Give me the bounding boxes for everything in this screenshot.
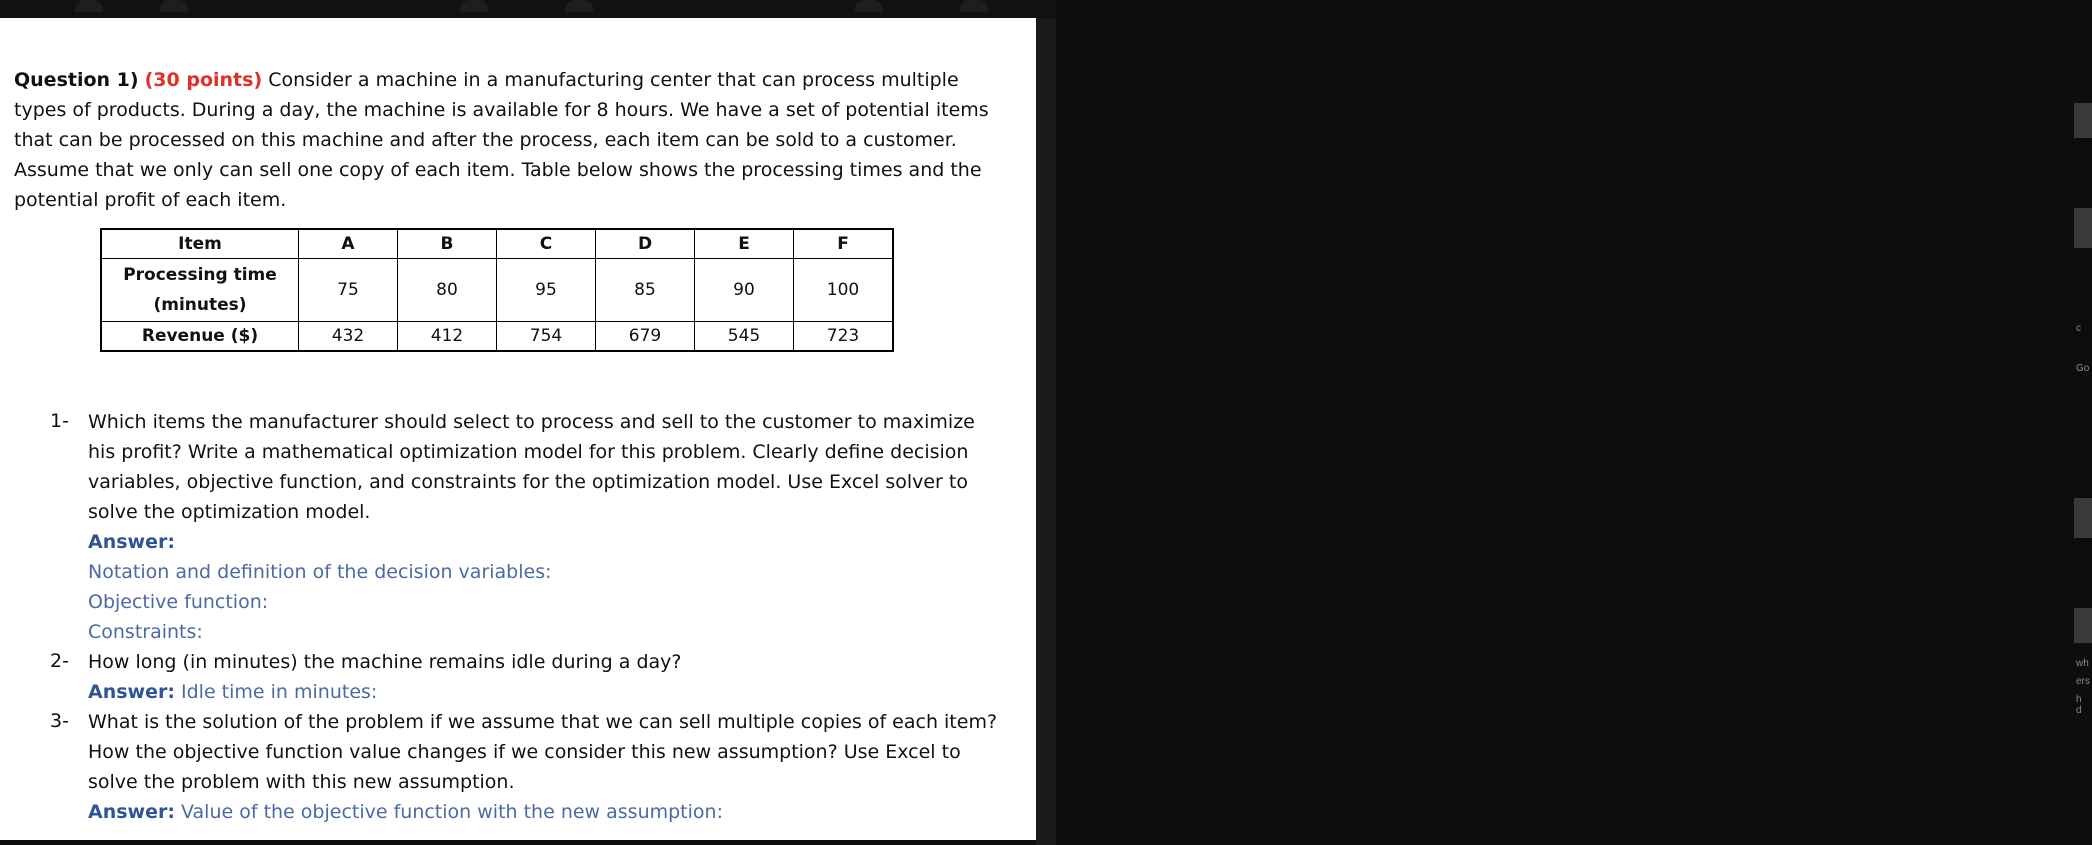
items-table [100, 228, 894, 352]
background-edge-bar [2074, 608, 2092, 643]
item-header-cell: Item [101, 229, 299, 259]
question-intro-text: Consider a machine in a manufacturing center that can process multiple types of products. During a day, the machine is available for 8 hours. We have a set of potential items that can be processed on this machine and after the process, each item can be sold to a customer. Assume that we only can sell one copy of each item. Table below shows the processing times and the potential profit of each item. [14, 69, 989, 211]
background-tab-shape [855, 0, 883, 12]
background-edge-text: h d [2076, 694, 2082, 716]
answer-line: Objective function: [88, 591, 269, 613]
item-name-cell: C [497, 229, 596, 259]
processing-time-row [101, 259, 893, 322]
background-edge-text: ers [2076, 676, 2090, 687]
answer-line: Notation and definition of the decision variables: [88, 561, 552, 583]
document-page [0, 18, 1036, 840]
question-number: 1- [50, 410, 69, 432]
background-window-edge [1036, 18, 2090, 845]
answer-line [88, 677, 377, 707]
answer-text: Value of the objective function with the new assumption: [181, 801, 723, 823]
question-intro [14, 65, 1014, 215]
revenue-cell: 679 [596, 322, 695, 352]
question-number: 2- [50, 650, 69, 672]
processing-time-cell: 95 [497, 259, 596, 322]
item-name-cell: E [695, 229, 794, 259]
background-top-strip [0, 0, 1056, 18]
item-name-cell: B [398, 229, 497, 259]
question-text: Which items the manufacturer should select to process and sell to the customer to maximize his profit? Write a mathematical optimization model for this problem. Clearly define decision variables, objective function, and constraints for the optimization model. Use Excel solver to solve the optimization model. [88, 411, 975, 523]
table-header-row [101, 229, 893, 259]
answer-line [88, 797, 723, 827]
background-edge-text: c [2076, 323, 2081, 334]
background-tab-shape [960, 0, 988, 12]
revenue-header-cell: Revenue ($) [101, 322, 299, 352]
background-edge-bar [2074, 103, 2092, 138]
item-name-cell: A [299, 229, 398, 259]
background-edge-text: wh [2076, 658, 2089, 669]
background-edge-text: Go [2076, 363, 2090, 374]
question-text: How long (in minutes) the machine remains idle during a day? [88, 651, 682, 673]
processing-time-cell: 80 [398, 259, 497, 322]
answer-label-line [88, 527, 175, 557]
processing-time-header-cell [101, 259, 299, 322]
background-edge-bar [2074, 208, 2092, 248]
processing-time-cell: 85 [596, 259, 695, 322]
processing-time-cell: 90 [695, 259, 794, 322]
background-tab-shape [460, 0, 488, 12]
revenue-cell: 723 [794, 322, 894, 352]
processing-time-unit: (minutes) [153, 295, 247, 315]
background-tab-shape [75, 0, 103, 12]
question-label: Question 1) [14, 69, 139, 91]
processing-time-cell: 75 [299, 259, 398, 322]
answer-text: Idle time in minutes: [181, 681, 378, 703]
revenue-row [101, 322, 893, 352]
processing-time-label: Processing time [123, 265, 277, 285]
processing-time-cell: 100 [794, 259, 894, 322]
item-name-cell: F [794, 229, 894, 259]
answer-line: Constraints: [88, 621, 203, 643]
answer-label: Answer: [88, 681, 175, 703]
item-name-cell: D [596, 229, 695, 259]
revenue-cell: 754 [497, 322, 596, 352]
revenue-cell: 432 [299, 322, 398, 352]
question-text: What is the solution of the problem if we assume that we can sell multiple copies of each item? How the objective function value changes if we consider this new assumption? Use Excel to solve the problem with this new assumption. [88, 711, 998, 793]
answer-label: Answer: [88, 801, 175, 823]
background-edge-bar [2074, 498, 2092, 538]
revenue-cell: 412 [398, 322, 497, 352]
question-points: (30 points) [144, 69, 263, 91]
revenue-cell: 545 [695, 322, 794, 352]
question-number: 3- [50, 710, 69, 732]
background-tab-shape [160, 0, 188, 12]
background-tab-shape [565, 0, 593, 12]
answer-label: Answer: [88, 531, 175, 553]
